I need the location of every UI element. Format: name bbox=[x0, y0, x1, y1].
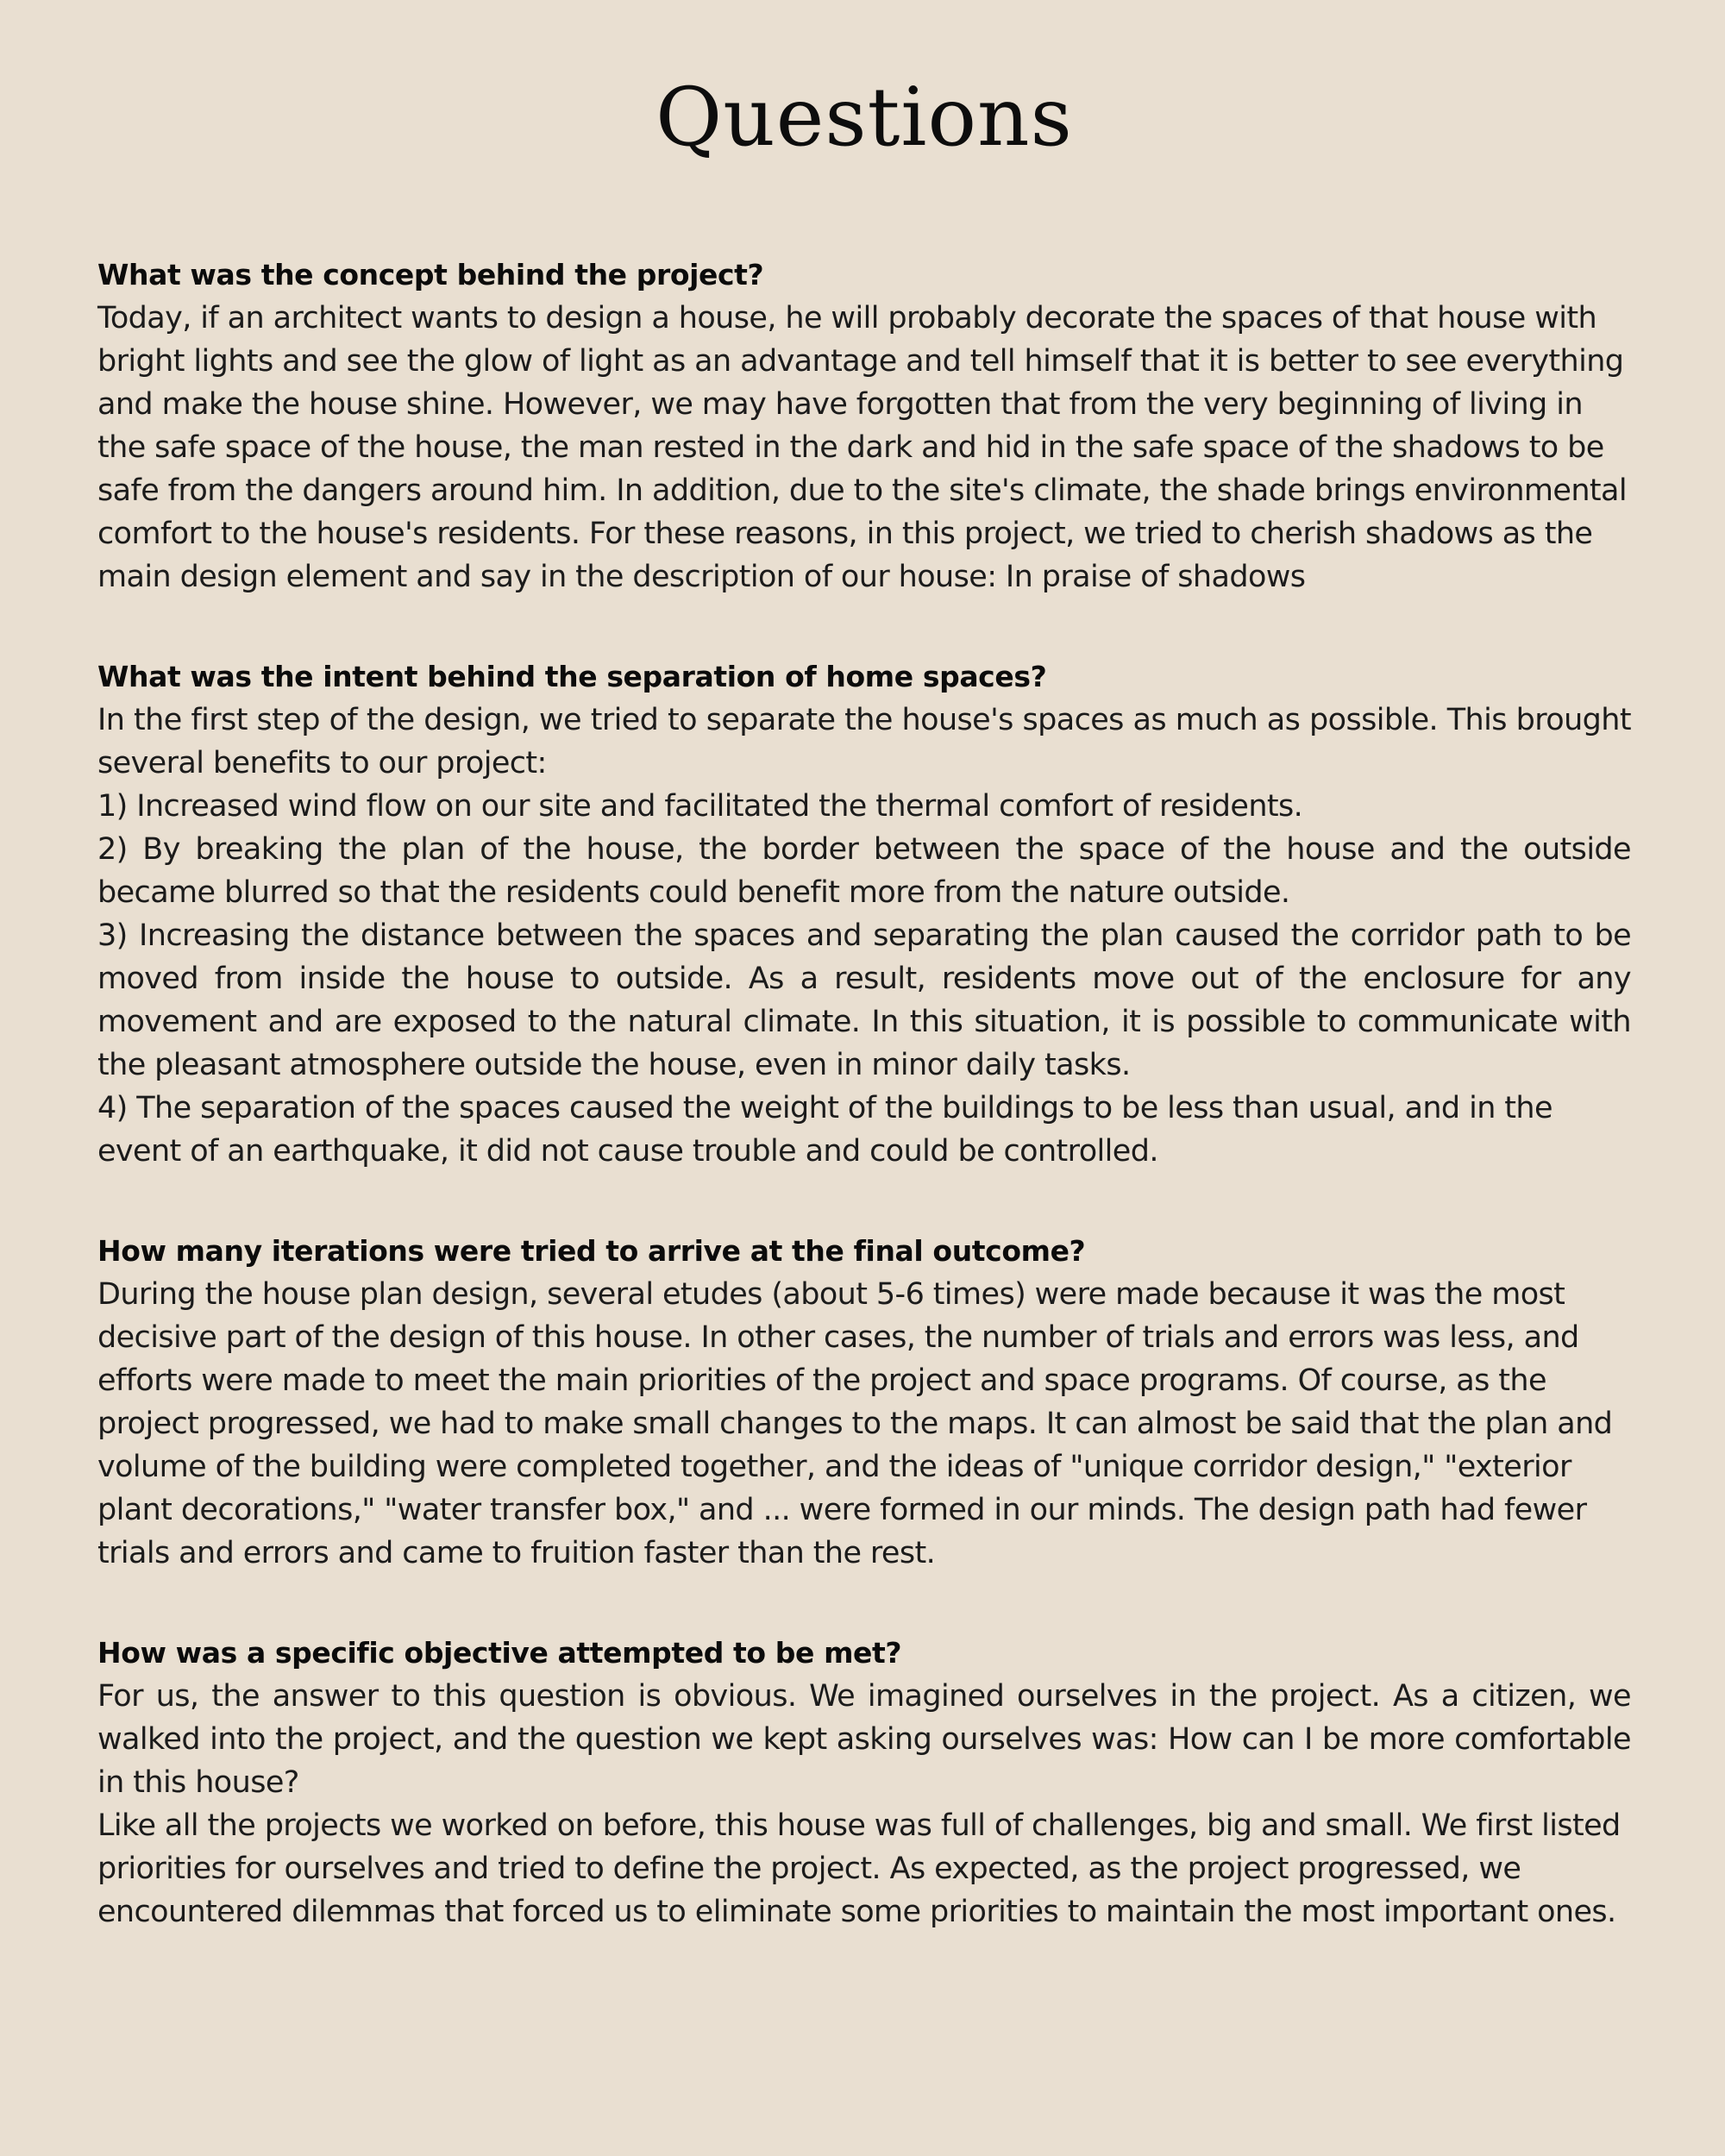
qa-section-objective bbox=[97, 1632, 1631, 1934]
question-heading: How was a specific objective attempted to be met? bbox=[97, 1636, 902, 1670]
answer-list-item: 1) Increased wind flow on our site and facilitated the thermal comfort of residents. bbox=[97, 789, 1303, 824]
question-heading: What was the concept behind the project? bbox=[97, 258, 764, 291]
question-heading: How many iterations were tried to arrive at the final outcome? bbox=[97, 1234, 1086, 1268]
answer-paragraph: Like all the projects we worked on before, this house was full of challenges, big and small. We first listed priorities for ourselves and tried to define the project. As expected, as the project progressed, we encountered dilemmas that forced us to eliminate some priorities to maintain the most important ones. bbox=[97, 1808, 1621, 1929]
answer-paragraph: In the first step of the design, we tried to separate the house's spaces as much as possible. This brought several benefits to our project: bbox=[97, 703, 1631, 780]
question-heading: What was the intent behind the separation of home spaces? bbox=[97, 660, 1047, 693]
qa-section-separation bbox=[97, 655, 1631, 1173]
answer-list-item: 2) By breaking the plan of the house, the border between the space of the house and the outside became blurred so that the residents could benefit more from the nature outside. bbox=[97, 832, 1631, 910]
qa-sections bbox=[97, 254, 1631, 1990]
document-page bbox=[97, 0, 1631, 1929]
page-title: Questions bbox=[656, 71, 1073, 165]
answer-paragraph: During the house plan design, several etudes (about 5-6 times) were made because it was the most decisive part of the design of this house. In other cases, the number of trials and errors was less, and efforts were made to meet the main priorities of the project and space programs. Of course, as the project progressed, we had to make small changes to the maps. It can almost be said that the plan and volume of the building were completed together, and the ideas of "unique corridor design," "exterior plant decorations," "water transfer box," and ... were formed in our minds. The design path had fewer trials and errors and came to fruition faster than the rest. bbox=[97, 1277, 1613, 1570]
answer-paragraph: For us, the answer to this question is obvious. We imagined ourselves in the project. As a citizen, we walked into the project, and the question we kept asking ourselves was: How can I be more comfortable in this house? bbox=[97, 1679, 1631, 1800]
answer-list-item: 3) Increasing the distance between the spaces and separating the plan caused the corridor path to be moved from inside the house to outside. As a result, residents move out of the enclosure for any movement and are exposed to the natural climate. In this situation, it is possible to communicate with the pleasant atmosphere outside the house, even in minor daily tasks. bbox=[97, 918, 1631, 1082]
qa-section-iterations bbox=[97, 1230, 1631, 1575]
answer-paragraph: Today, if an architect wants to design a house, he will probably decorate the spaces of that house with bright lights and see the glow of light as an advantage and tell himself that it is better to see everything and make the house shine. However, we may have forgotten that from the very beginning of living in the safe space of the house, the man rested in the dark and hid in the safe space of the shadows to be safe from the dangers around him. In addition, due to the site's climate, the shade brings environmental comfort to the house's residents. For these reasons, in this project, we tried to cherish shadows as the main design element and say in the description of our house: In praise of shadows bbox=[97, 301, 1628, 594]
qa-section-concept bbox=[97, 254, 1631, 599]
answer-list-item: 4) The separation of the spaces caused the weight of the buildings to be less than usual, and in the event of an earthquake, it did not cause trouble and could be controlled. bbox=[97, 1091, 1552, 1169]
